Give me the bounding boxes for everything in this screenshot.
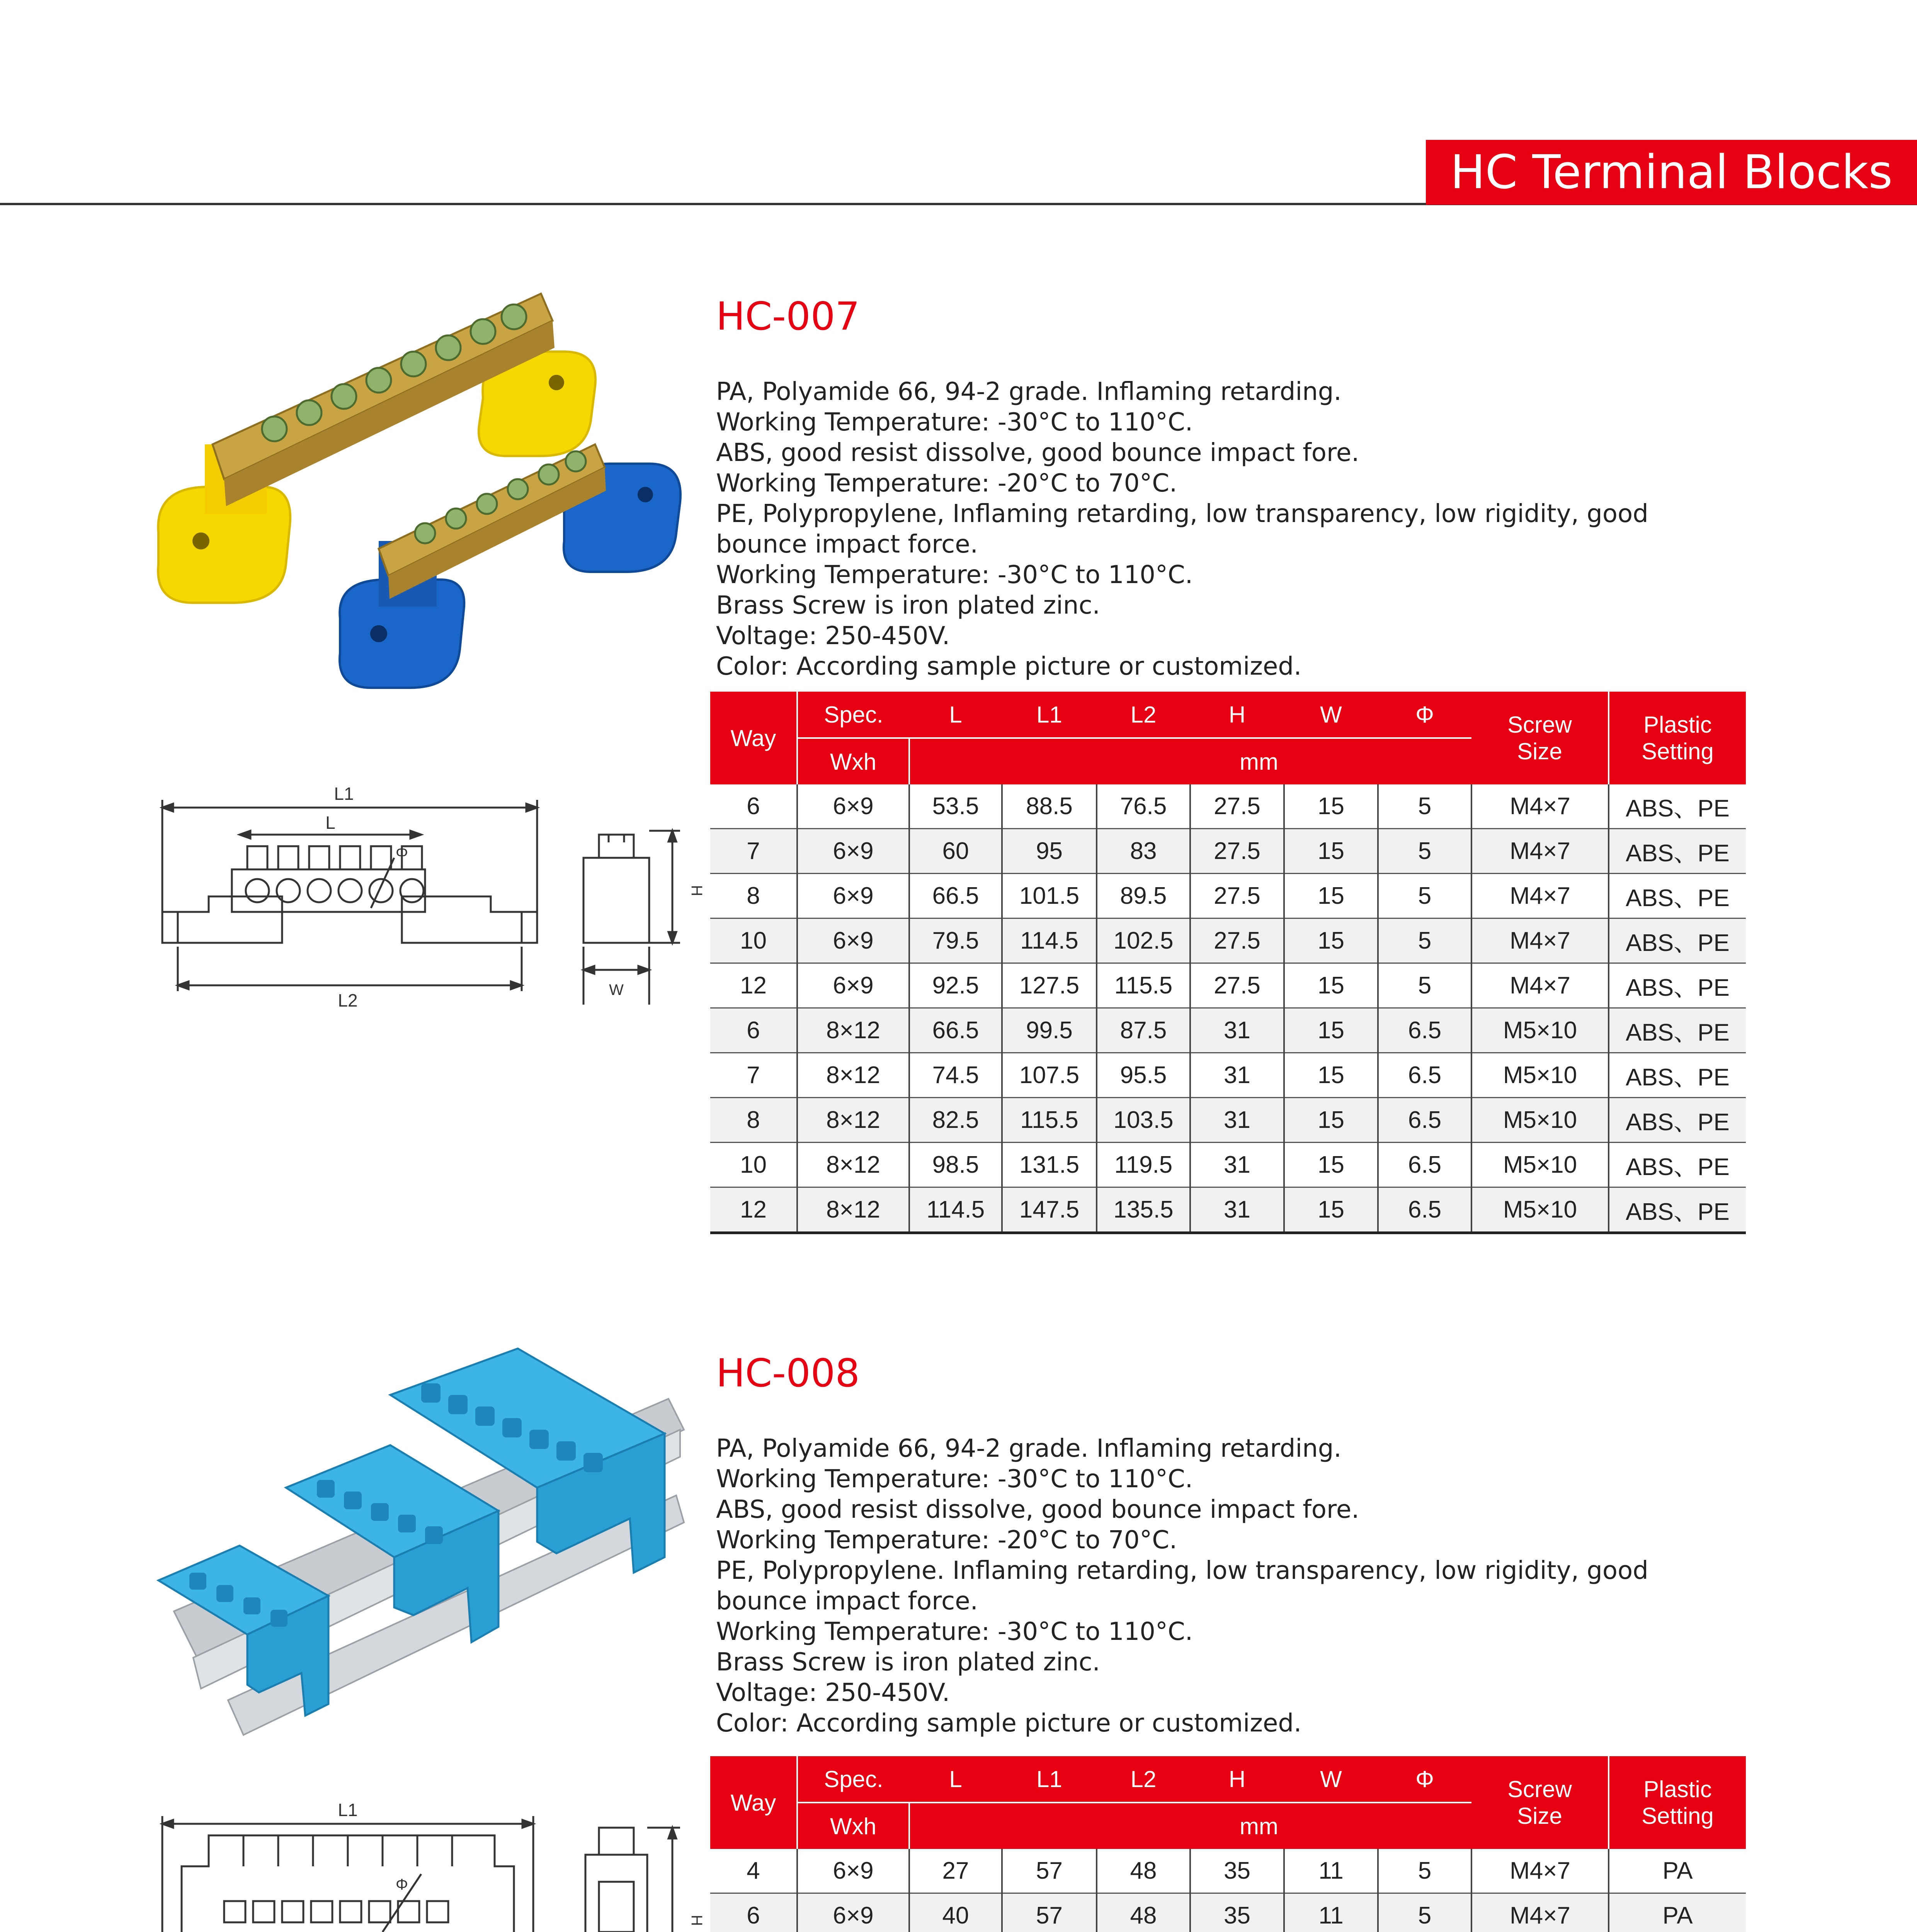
col-screw: Screw Size (1471, 1756, 1609, 1849)
desc-line: PA, Polyamide 66, 94-2 grade. Inflaming retarding. (716, 378, 1342, 406)
cell: M4×7 (1471, 829, 1609, 874)
cell: 6×9 (797, 829, 909, 874)
table-row (710, 1008, 1746, 1053)
cell: 6.5 (1378, 1143, 1471, 1187)
cell: 11 (1284, 1849, 1378, 1893)
desc-line: PA, Polyamide 66, 94-2 grade. Inflaming retarding. (716, 1434, 1342, 1463)
label-H: H (688, 885, 705, 896)
cell: 57 (1002, 1849, 1097, 1893)
cell: 31 (1190, 1053, 1284, 1098)
cell: 147.5 (1002, 1187, 1097, 1233)
hc007-dimension-drawing (155, 781, 703, 1043)
desc-line: ABS, good resist dissolve, good bounce impact fore. (716, 439, 1359, 467)
cell: 15 (1284, 918, 1378, 963)
cell: 5 (1378, 829, 1471, 874)
cell: 6×9 (797, 963, 909, 1008)
table-row (710, 1893, 1746, 1932)
cell: 115.5 (1097, 963, 1190, 1008)
label-H: H (688, 1915, 705, 1926)
cell: 15 (1284, 829, 1378, 874)
cell: 35 (1190, 1849, 1284, 1893)
cell: 10 (710, 1143, 797, 1187)
col-L: L (909, 692, 1002, 738)
cell: 8×12 (797, 1053, 909, 1098)
col-way: Way (710, 1756, 797, 1849)
cell: 5 (1378, 963, 1471, 1008)
hc007-product-photo (147, 270, 715, 707)
label-L2: L2 (338, 990, 358, 1010)
cell: 5 (1378, 1849, 1471, 1893)
cell: 76.5 (1097, 784, 1190, 829)
col-way: Way (710, 692, 797, 784)
cell: M4×7 (1471, 1893, 1609, 1932)
cell: 66.5 (909, 1008, 1002, 1053)
cell: M4×7 (1471, 963, 1609, 1008)
cell: 8 (710, 1098, 797, 1143)
cell: 115.5 (1002, 1098, 1097, 1143)
cell: 8 (710, 874, 797, 918)
cell: 15 (1284, 963, 1378, 1008)
cell: M4×7 (1471, 918, 1609, 963)
cell: 95.5 (1097, 1053, 1190, 1098)
cell: 31 (1190, 1187, 1284, 1233)
cell: 15 (1284, 874, 1378, 918)
label-L1: L1 (338, 1800, 358, 1820)
cell: 31 (1190, 1098, 1284, 1143)
cell: 98.5 (909, 1143, 1002, 1187)
cell: ABS、PE (1609, 918, 1746, 963)
cell: 66.5 (909, 874, 1002, 918)
cell: M5×10 (1471, 1053, 1609, 1098)
cell: 88.5 (1002, 784, 1097, 829)
cell: 27 (909, 1849, 1002, 1893)
header-banner (1426, 140, 1917, 205)
table-row (710, 829, 1746, 874)
desc-line: Brass Screw is iron plated zinc. (716, 591, 1100, 620)
desc-line: Working Temperature: -20°C to 70°C. (716, 469, 1177, 498)
cell: 114.5 (1002, 918, 1097, 963)
cell: 15 (1284, 1143, 1378, 1187)
cell: 11 (1284, 1893, 1378, 1932)
cell: 53.5 (909, 784, 1002, 829)
desc-line: PE, Polypropylene. Inflaming retarding, low transparency, low rigidity, good (716, 1556, 1648, 1585)
desc-line: bounce impact force. (716, 530, 978, 559)
cell: 87.5 (1097, 1008, 1190, 1053)
front-view (162, 784, 537, 1010)
col-H: H (1190, 692, 1284, 738)
table-row (710, 1849, 1746, 1893)
hc007-description (716, 377, 1721, 682)
table-row (710, 784, 1746, 829)
table-row (710, 1143, 1746, 1187)
cell: ABS、PE (1609, 963, 1746, 1008)
cell: 27.5 (1190, 829, 1284, 874)
cell: 107.5 (1002, 1053, 1097, 1098)
desc-line: Working Temperature: -30°C to 110°C. (716, 1617, 1193, 1646)
cell: 114.5 (909, 1187, 1002, 1233)
cell: 5 (1378, 784, 1471, 829)
desc-line: Brass Screw is iron plated zinc. (716, 1648, 1100, 1677)
hc008-dimension-drawing (155, 1793, 703, 1932)
table-row (710, 1187, 1746, 1233)
cell: M4×7 (1471, 784, 1609, 829)
cell: 8×12 (797, 1143, 909, 1187)
col-L2: L2 (1097, 1756, 1190, 1803)
col-spec: Spec. (797, 692, 909, 738)
table-row (710, 1098, 1746, 1143)
desc-line: bounce impact force. (716, 1587, 978, 1616)
cell: 95 (1002, 829, 1097, 874)
cell: 48 (1097, 1893, 1190, 1932)
cell: 12 (710, 963, 797, 1008)
cell: 6.5 (1378, 1053, 1471, 1098)
cell: ABS、PE (1609, 1098, 1746, 1143)
col-phi: Φ (1378, 1756, 1471, 1803)
cell: 12 (710, 1187, 797, 1233)
col-L1: L1 (1002, 692, 1097, 738)
cell: M5×10 (1471, 1187, 1609, 1233)
cell: 10 (710, 918, 797, 963)
table-row (710, 963, 1746, 1008)
cell: 6×9 (797, 784, 909, 829)
col-L2: L2 (1097, 692, 1190, 738)
cell: ABS、PE (1609, 874, 1746, 918)
col-wxh: Wxh (797, 1803, 909, 1849)
cell: 99.5 (1002, 1008, 1097, 1053)
cell: ABS、PE (1609, 1187, 1746, 1233)
col-wxh: Wxh (797, 738, 909, 784)
cell: ABS、PE (1609, 1008, 1746, 1053)
cell: 6.5 (1378, 1008, 1471, 1053)
cell: 15 (1284, 1053, 1378, 1098)
cell: ABS、PE (1609, 829, 1746, 874)
col-L1: L1 (1002, 1756, 1097, 1803)
cell: 5 (1378, 874, 1471, 918)
desc-line: PE, Polypropylene, Inflaming retarding, low transparency, low rigidity, good (716, 500, 1648, 528)
cell: 27.5 (1190, 874, 1284, 918)
cell: 7 (710, 1053, 797, 1098)
cell: 6×9 (797, 874, 909, 918)
cell: 60 (909, 829, 1002, 874)
cell: PA (1609, 1893, 1746, 1932)
hc008-description (716, 1434, 1721, 1739)
col-screw: Screw Size (1471, 692, 1609, 784)
col-spec: Spec. (797, 1756, 909, 1803)
cell: 127.5 (1002, 963, 1097, 1008)
col-W: W (1284, 1756, 1378, 1803)
cell: 27.5 (1190, 963, 1284, 1008)
desc-line: Color: According sample picture or customized. (716, 1709, 1302, 1738)
col-phi: Φ (1378, 692, 1471, 738)
cell: 7 (710, 829, 797, 874)
cell: 6×9 (797, 918, 909, 963)
cell: 4 (710, 1849, 797, 1893)
cell: 119.5 (1097, 1143, 1190, 1187)
cell: M4×7 (1471, 1849, 1609, 1893)
cell: 6 (710, 784, 797, 829)
cell: 27.5 (1190, 918, 1284, 963)
label-L1: L1 (334, 784, 354, 804)
col-mm: mm (909, 1803, 1609, 1849)
page-title: HC Terminal Blocks (1450, 145, 1893, 199)
cell: M5×10 (1471, 1098, 1609, 1143)
cell: 15 (1284, 784, 1378, 829)
cell: 83 (1097, 829, 1190, 874)
label-phi: Φ (396, 1876, 408, 1893)
desc-line: Color: According sample picture or customized. (716, 652, 1302, 681)
cell: 131.5 (1002, 1143, 1097, 1187)
cell: 6 (710, 1008, 797, 1053)
col-mm: mm (909, 738, 1609, 784)
cell: ABS、PE (1609, 784, 1746, 829)
hc008-spec-table (710, 1756, 1746, 1932)
hc007-model-title: HC-007 (716, 294, 860, 339)
cell: 5 (1378, 918, 1471, 963)
cell: 5 (1378, 1893, 1471, 1932)
desc-line: Working Temperature: -30°C to 110°C. (716, 1465, 1193, 1493)
cell: 74.5 (909, 1053, 1002, 1098)
cell: 15 (1284, 1008, 1378, 1053)
hc007-spec-table (710, 692, 1746, 1234)
col-H: H (1190, 1756, 1284, 1803)
desc-line: Voltage: 250-450V. (716, 1679, 950, 1707)
table-row (710, 918, 1746, 963)
cell: PA (1609, 1849, 1746, 1893)
cell: 101.5 (1002, 874, 1097, 918)
cell: M5×10 (1471, 1143, 1609, 1187)
cell: 8×12 (797, 1008, 909, 1053)
cell: 89.5 (1097, 874, 1190, 918)
cell: M5×10 (1471, 1008, 1609, 1053)
cell: ABS、PE (1609, 1143, 1746, 1187)
cell: 8×12 (797, 1187, 909, 1233)
cell: 79.5 (909, 918, 1002, 963)
cell: 15 (1284, 1187, 1378, 1233)
hc008-product-photo (151, 1341, 692, 1743)
col-plastic: Plastic Setting (1609, 692, 1746, 784)
cell: 135.5 (1097, 1187, 1190, 1233)
desc-line: ABS, good resist dissolve, good bounce impact fore. (716, 1495, 1359, 1524)
cell: 8×12 (797, 1098, 909, 1143)
cell: 6×9 (797, 1893, 909, 1932)
front-view (162, 1800, 533, 1932)
table-row (710, 1053, 1746, 1098)
col-L: L (909, 1756, 1002, 1803)
cell: M4×7 (1471, 874, 1609, 918)
cell: 6×9 (797, 1849, 909, 1893)
cell: 15 (1284, 1098, 1378, 1143)
cell: 82.5 (909, 1098, 1002, 1143)
cell: 48 (1097, 1849, 1190, 1893)
cell: 92.5 (909, 963, 1002, 1008)
table-row (710, 874, 1746, 918)
label-phi: Φ (396, 844, 408, 861)
label-L: L (325, 813, 335, 833)
desc-line: Working Temperature: -20°C to 70°C. (716, 1526, 1177, 1554)
cell: 31 (1190, 1143, 1284, 1187)
cell: 27.5 (1190, 784, 1284, 829)
side-view (585, 1828, 705, 1932)
side-view (583, 831, 705, 1005)
cell: 40 (909, 1893, 1002, 1932)
col-W: W (1284, 692, 1378, 738)
col-plastic: Plastic Setting (1609, 1756, 1746, 1849)
hc008-model-title: HC-008 (716, 1350, 860, 1396)
cell: 6 (710, 1893, 797, 1932)
cell: 102.5 (1097, 918, 1190, 963)
desc-line: Voltage: 250-450V. (716, 622, 950, 650)
cell: 6.5 (1378, 1098, 1471, 1143)
desc-line: Working Temperature: -30°C to 110°C. (716, 561, 1193, 589)
cell: 31 (1190, 1008, 1284, 1053)
desc-line: Working Temperature: -30°C to 110°C. (716, 408, 1193, 437)
cell: 6.5 (1378, 1187, 1471, 1233)
cell: ABS、PE (1609, 1053, 1746, 1098)
cell: 103.5 (1097, 1098, 1190, 1143)
label-W: W (609, 981, 624, 998)
cell: 57 (1002, 1893, 1097, 1932)
cell: 35 (1190, 1893, 1284, 1932)
